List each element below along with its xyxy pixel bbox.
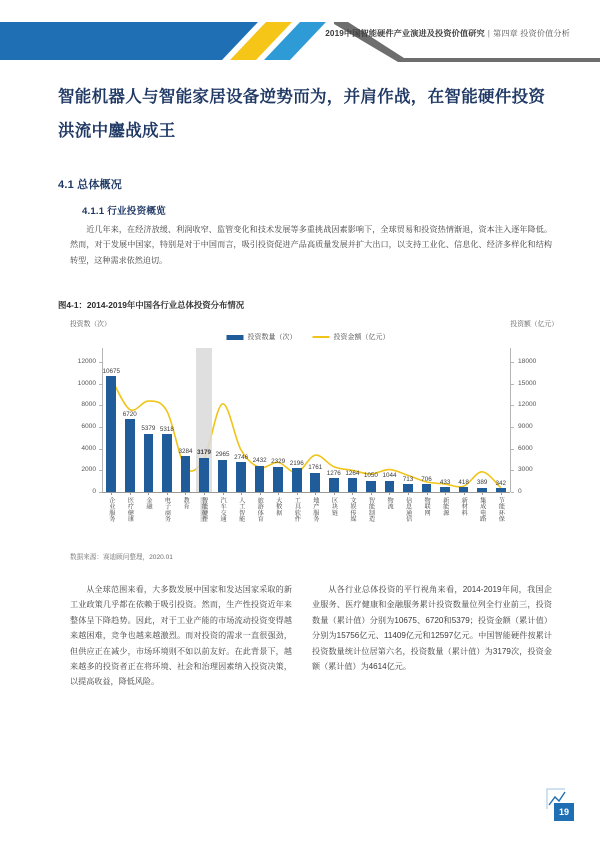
chart-right-tick-mark [511,362,514,363]
chart-bar-value-label: 2196 [289,459,304,467]
chart-x-tick-mark [278,492,279,495]
chart-bar-value-label: 2432 [252,457,267,465]
page-title: 智能机器人与智能家居设备逆势而为，并肩作战，在智能硬件投资洪流中鏖战成王 [58,88,546,140]
chart-bar-value-label: 342 [495,479,506,487]
chart-x-tick-mark [334,492,335,495]
chart-category-label: 企业服务 [107,497,115,522]
chart-bar [236,462,246,492]
chart-category-label: 区块链 [330,497,338,516]
chart-x-tick-mark [111,492,112,495]
chart-bar [422,484,432,492]
chart-bar-value-label: 3284 [178,447,193,455]
chart-category-label: 人工智能 [237,497,245,522]
chart-left-tick-label: 2000 [81,466,96,474]
chart-x-tick-mark [389,492,390,495]
chart-category-label: 大数据 [274,497,282,516]
chart-x-tick-mark [501,492,502,495]
chart-left-tick-label: 6000 [81,423,96,430]
chart-bar-value-label: 6720 [122,410,137,418]
chart-right-tick-mark [511,449,514,450]
chart-x-tick-mark [223,492,224,495]
chart-x-tick-mark [427,492,428,495]
chart-bar [385,481,395,492]
chart-right-tick-label: 3000 [518,466,533,474]
chart-legend [227,332,390,342]
body-paragraph-left: 从全球范围来看，大多数发展中国家和发达国家采取的新工业政策几乎都在依赖于吸引投资。然而，生产性投资近年来整体呈下降趋势。因此，对于工业产能的市场流动投资变得越来越困难，竞争也越来越激烈。而对投资的需求一直很强劲，但供应正在减少，市场环境则不如以前友好。在此背景下，越来越多的投资者正在将环境、社会和治理因素纳入投资决策，以提高收益，降低风险。 [70,585,292,687]
chart-x-tick-mark [352,492,353,495]
chart-category-label: 医疗健康 [126,497,134,522]
chart-bar [144,434,154,492]
legend-item-bar [227,332,297,342]
chart-x-tick-mark [445,492,446,495]
legend-bar-label: 投资数量（次） [247,334,297,341]
chart-left-tick-label: 10000 [77,379,96,387]
chart-bar-value-label: 1276 [326,469,341,477]
chart-bar [273,467,283,492]
chart-bar-value-label: 1264 [345,469,360,477]
chart-right-tick-mark [511,384,514,385]
legend-line-label: 投资金额（亿元） [333,334,390,341]
page-number: 19 [554,803,574,821]
chart-bar [162,434,172,492]
chart-bar-value-label: 418 [458,478,469,486]
chart-bar [348,478,358,492]
chart-left-tick-label: 0 [92,488,96,495]
chart-right-tick-mark [511,427,514,428]
intro-paragraph: 近几年来，在经济放缓、利润收窄、监管变化和技术发展等多重挑战因素影响下，全球贸易和投资热情渐退，资本注入逐年降低。然而，对于发展中国家，特别是对于中国而言，吸引投资促进产品高质量发展并扩大出口，以支持工业化、信息化、经济多样化和结构转型，这种需求依然迫切。 [70,225,552,265]
chart-right-tick-mark [511,492,514,493]
chart-right-tick-label: 6000 [518,444,533,452]
chart-category-label: 新材料 [460,497,468,516]
chart-category-label: 物流 [386,497,394,510]
chart-x-tick-mark [260,492,261,495]
chart-bar [125,419,135,492]
chart-right-tick-mark [511,405,514,406]
chart-left-tick-label: 12000 [77,358,96,365]
chart-category-label: 电子商务 [163,497,171,522]
chart-x-tick-mark [148,492,149,495]
section-heading-4-1: 4.1 总体概况 [58,179,122,191]
chart-category-label: 物联网 [423,497,431,516]
chart-category-label: 信息通信 [404,497,412,522]
legend-bar-swatch-icon [227,335,244,340]
chart-category-label: 地产服务 [311,497,319,522]
chart-x-tick-mark [408,492,409,495]
chart-category-label: 智能硬件 [200,497,208,522]
chart-bar [199,458,209,492]
chart-right-tick-label: 15000 [518,379,537,387]
figure-source-note: 数据来源：赛迪顾问整理，2020.01 [70,554,173,561]
chart-category-label: 节能环保 [497,497,505,522]
chart-bar [366,481,376,492]
header-report-title: 2019中国智能硬件产业演进及投资价值研究 [325,29,485,38]
chart-bar [403,484,413,492]
legend-line-swatch-icon [313,336,330,339]
chart-bar-value-label: 2965 [215,451,230,459]
chart-x-tick-mark [371,492,372,495]
figure-caption: 图4-1：2014-2019年中国各行业总体投资分布情况 [58,300,245,310]
chart-bar-value-label: 2329 [271,458,286,466]
chart-category-label: 金融 [144,497,152,510]
chart-left-tick-label: 8000 [81,401,96,409]
chart-bar-value-label: 3179 [196,449,212,457]
chart-category-label: 集成电路 [478,497,486,522]
chart-bar-value-label: 5318 [159,425,174,433]
chart-plot-area [58,348,558,544]
chart-category-label: 汽车交通 [219,497,227,522]
chart-x-tick-mark [167,492,168,495]
chart-x-tick-mark [464,492,465,495]
chart-x-tick-mark [204,492,205,495]
chart-bar [218,460,228,492]
chart-bar-value-label: 713 [402,475,414,483]
chart-left-tick-label: 4000 [81,444,96,452]
chart-bar-value-label: 2746 [234,453,249,461]
chart-bar-value-label: 5379 [141,425,156,433]
chart-bar-value-label: 1044 [382,472,397,480]
chart-category-label: 智能制造 [367,497,375,522]
chart-left-axis-title: 投资数（次） [70,321,111,328]
chart-category-label: 工具软件 [293,497,301,522]
chart-bar-value-label: 1761 [308,464,323,472]
chart-category-label: 文娱传媒 [348,497,356,522]
chart-right-tick-mark [511,470,514,471]
chart-x-tick-mark [130,492,131,495]
chart-bar-value-label: 706 [421,475,432,483]
chart-bar-value-label: 433 [439,478,451,486]
chart-bar [329,478,339,492]
subsection-heading-4-1-1: 4.1.1 行业投资概览 [82,206,166,217]
chart-bar [292,468,302,492]
chart-bar [310,473,320,492]
chart-right-tick-label: 12000 [518,401,537,409]
page-header [0,0,600,66]
chart-x-tick-mark [482,492,483,495]
body-paragraph-right: 从各行业总体投资的平行视角来看，2014-2019年间，我国企业服务、医疗健康和金融服务累计投资数量位列全行业前三，投资数量（累计值）分别为10675、6720和5379；投资金额（累计值）分别为15756亿元、11409亿元和12597亿元。中国智能硬件按累计投资数量统计位居第六名，投资数量（累计值）为3179次，投资金额（累计值）为4614亿元。 [312,585,552,672]
chart-right-axis-title: 投资额（亿元） [510,321,558,328]
chart-bar [255,466,265,492]
chart-bar-value-label: 1050 [363,472,378,480]
chart-bar-value-label: 389 [476,479,488,487]
chart-category-label: 旅游体育 [256,497,264,522]
chart-x-tick-mark [315,492,316,495]
header-separator: | [487,29,491,38]
chart-x-tick-mark [297,492,298,495]
chart-bar-value-label: 10675 [102,367,121,375]
header-breadcrumb [325,28,570,39]
chart-left-tick-mark [99,492,102,493]
chart-right-tick-label: 0 [518,488,522,495]
chart-x-tick-mark [185,492,186,495]
chart-x-axis-line [102,492,510,493]
header-chapter: 第四章 投资价值分析 [493,29,570,38]
investment-distribution-chart [58,316,558,546]
chart-x-tick-mark [241,492,242,495]
chart-category-labels [102,497,510,547]
legend-item-line [313,332,390,342]
chart-right-tick-label: 9000 [518,423,533,430]
chart-bar [106,376,116,492]
chart-bar [181,456,191,492]
chart-category-label: 新能源 [441,497,449,516]
chart-category-label: 教育 [182,497,190,510]
chart-right-tick-label: 18000 [518,358,537,365]
chart-bars-and-line [102,362,510,492]
